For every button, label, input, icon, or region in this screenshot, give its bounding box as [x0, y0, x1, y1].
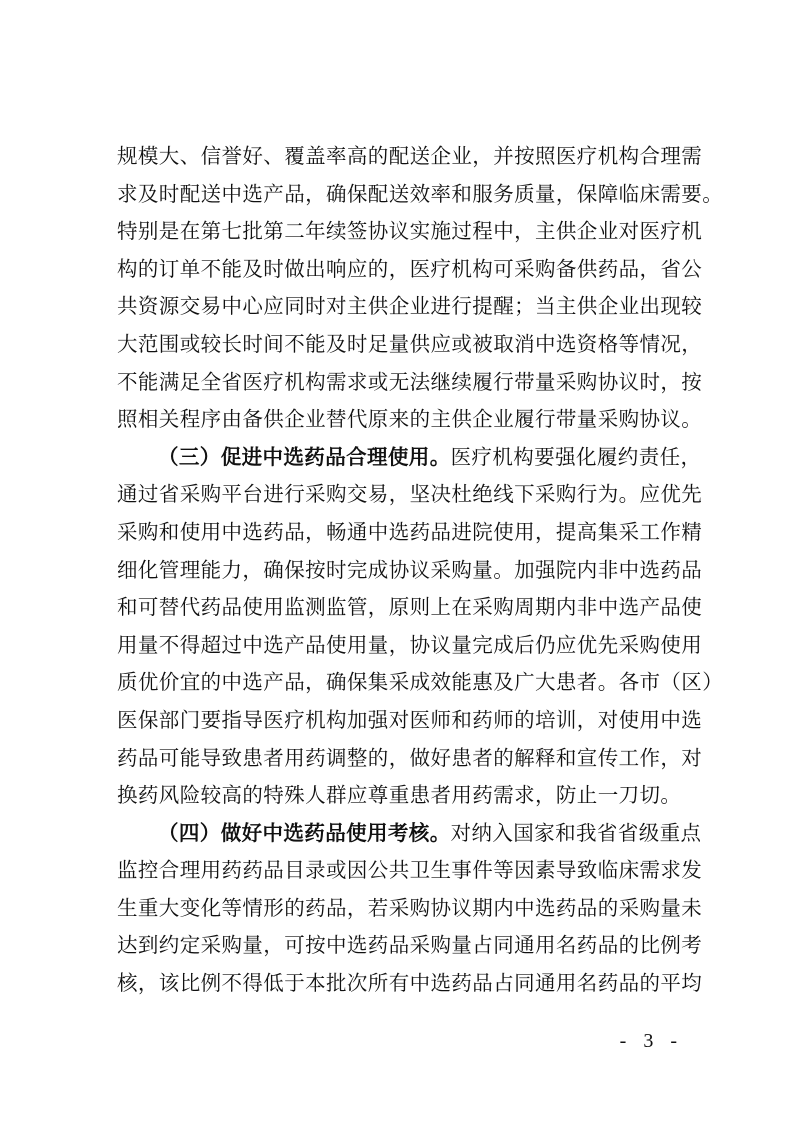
text-line: 通过省采购平台进行采购交易，坚决杜绝线下采购行为。应优先 [117, 482, 703, 507]
text-line: 医保部门要指导医疗机构加强对医师和药师的培训，对使用中选 [117, 707, 703, 732]
text-line: 采购和使用中选药品，畅通中选药品进院使用，提高集采工作精 [117, 519, 703, 544]
text-line: 换药风险较高的特殊人群应尊重患者用药需求，防止一刀切。 [117, 783, 682, 808]
paragraph-usage-assessment [117, 815, 703, 1003]
text-line: 特别是在第七批第二年续签协议实施过程中，主供企业对医疗机 [117, 219, 703, 244]
document-body [117, 138, 724, 1003]
paragraph-rational-use [117, 439, 724, 815]
text-line: 细化管理能力，确保按时完成协议采购量。加强院内非中选药品 [117, 557, 703, 582]
paragraph-distribution [117, 138, 724, 439]
text-line: 药品可能导致患者用药调整的，做好患者的解释和宣传工作，对 [117, 745, 703, 770]
text-line [117, 815, 702, 853]
text-line-rest: 医疗机构要强化履约责任， [450, 444, 702, 469]
text-line: 求及时配送中选产品，确保配送效率和服务质量，保障临床需要。 [117, 181, 724, 206]
text-line: 生重大变化等情形的药品，若采购协议期内中选药品的采购量未 [117, 895, 703, 920]
text-line: 构的订单不能及时做出响应的，医疗机构可采购备供药品，省公 [117, 256, 703, 281]
section-heading: （四）做好中选药品使用考核。 [158, 820, 451, 845]
text-line: 规模大、信誉好、覆盖率高的配送企业，并按照医疗机构合理需 [117, 144, 703, 168]
page-number: - 3 - [619, 1030, 683, 1052]
text-line: 达到约定采购量，可按中选药品采购量占同通用名药品的比例考 [117, 933, 703, 958]
text-line: 大范围或较长时间不能及时足量供应或被取消中选资格等情况， [117, 331, 703, 356]
text-line [117, 439, 702, 477]
text-line: 质优价宜的中选产品，确保集采成效能惠及广大患者。各市（区） [117, 670, 724, 695]
section-heading: （三）促进中选药品合理使用。 [158, 444, 451, 469]
text-line: 监控合理用药药品目录或因公共卫生事件等因素导致临床需求发 [117, 858, 703, 883]
text-line: 核，该比例不得低于本批次所有中选药品占同通用名药品的平均 [117, 971, 703, 996]
text-line: 照相关程序由备供企业替代原来的主供企业履行带量采购协议。 [117, 407, 703, 432]
text-line: 和可替代药品使用监测监管，原则上在采购周期内非中选产品使 [117, 595, 703, 620]
text-line: 共资源交易中心应同时对主供企业进行提醒；当主供企业出现较 [117, 294, 703, 319]
text-line: 用量不得超过中选产品使用量，协议量完成后仍应优先采购使用 [117, 632, 703, 657]
text-line-rest: 对纳入国家和我省省级重点 [450, 820, 702, 845]
text-line: 不能满足全省医疗机构需求或无法继续履行带量采购协议时，按 [117, 369, 703, 394]
